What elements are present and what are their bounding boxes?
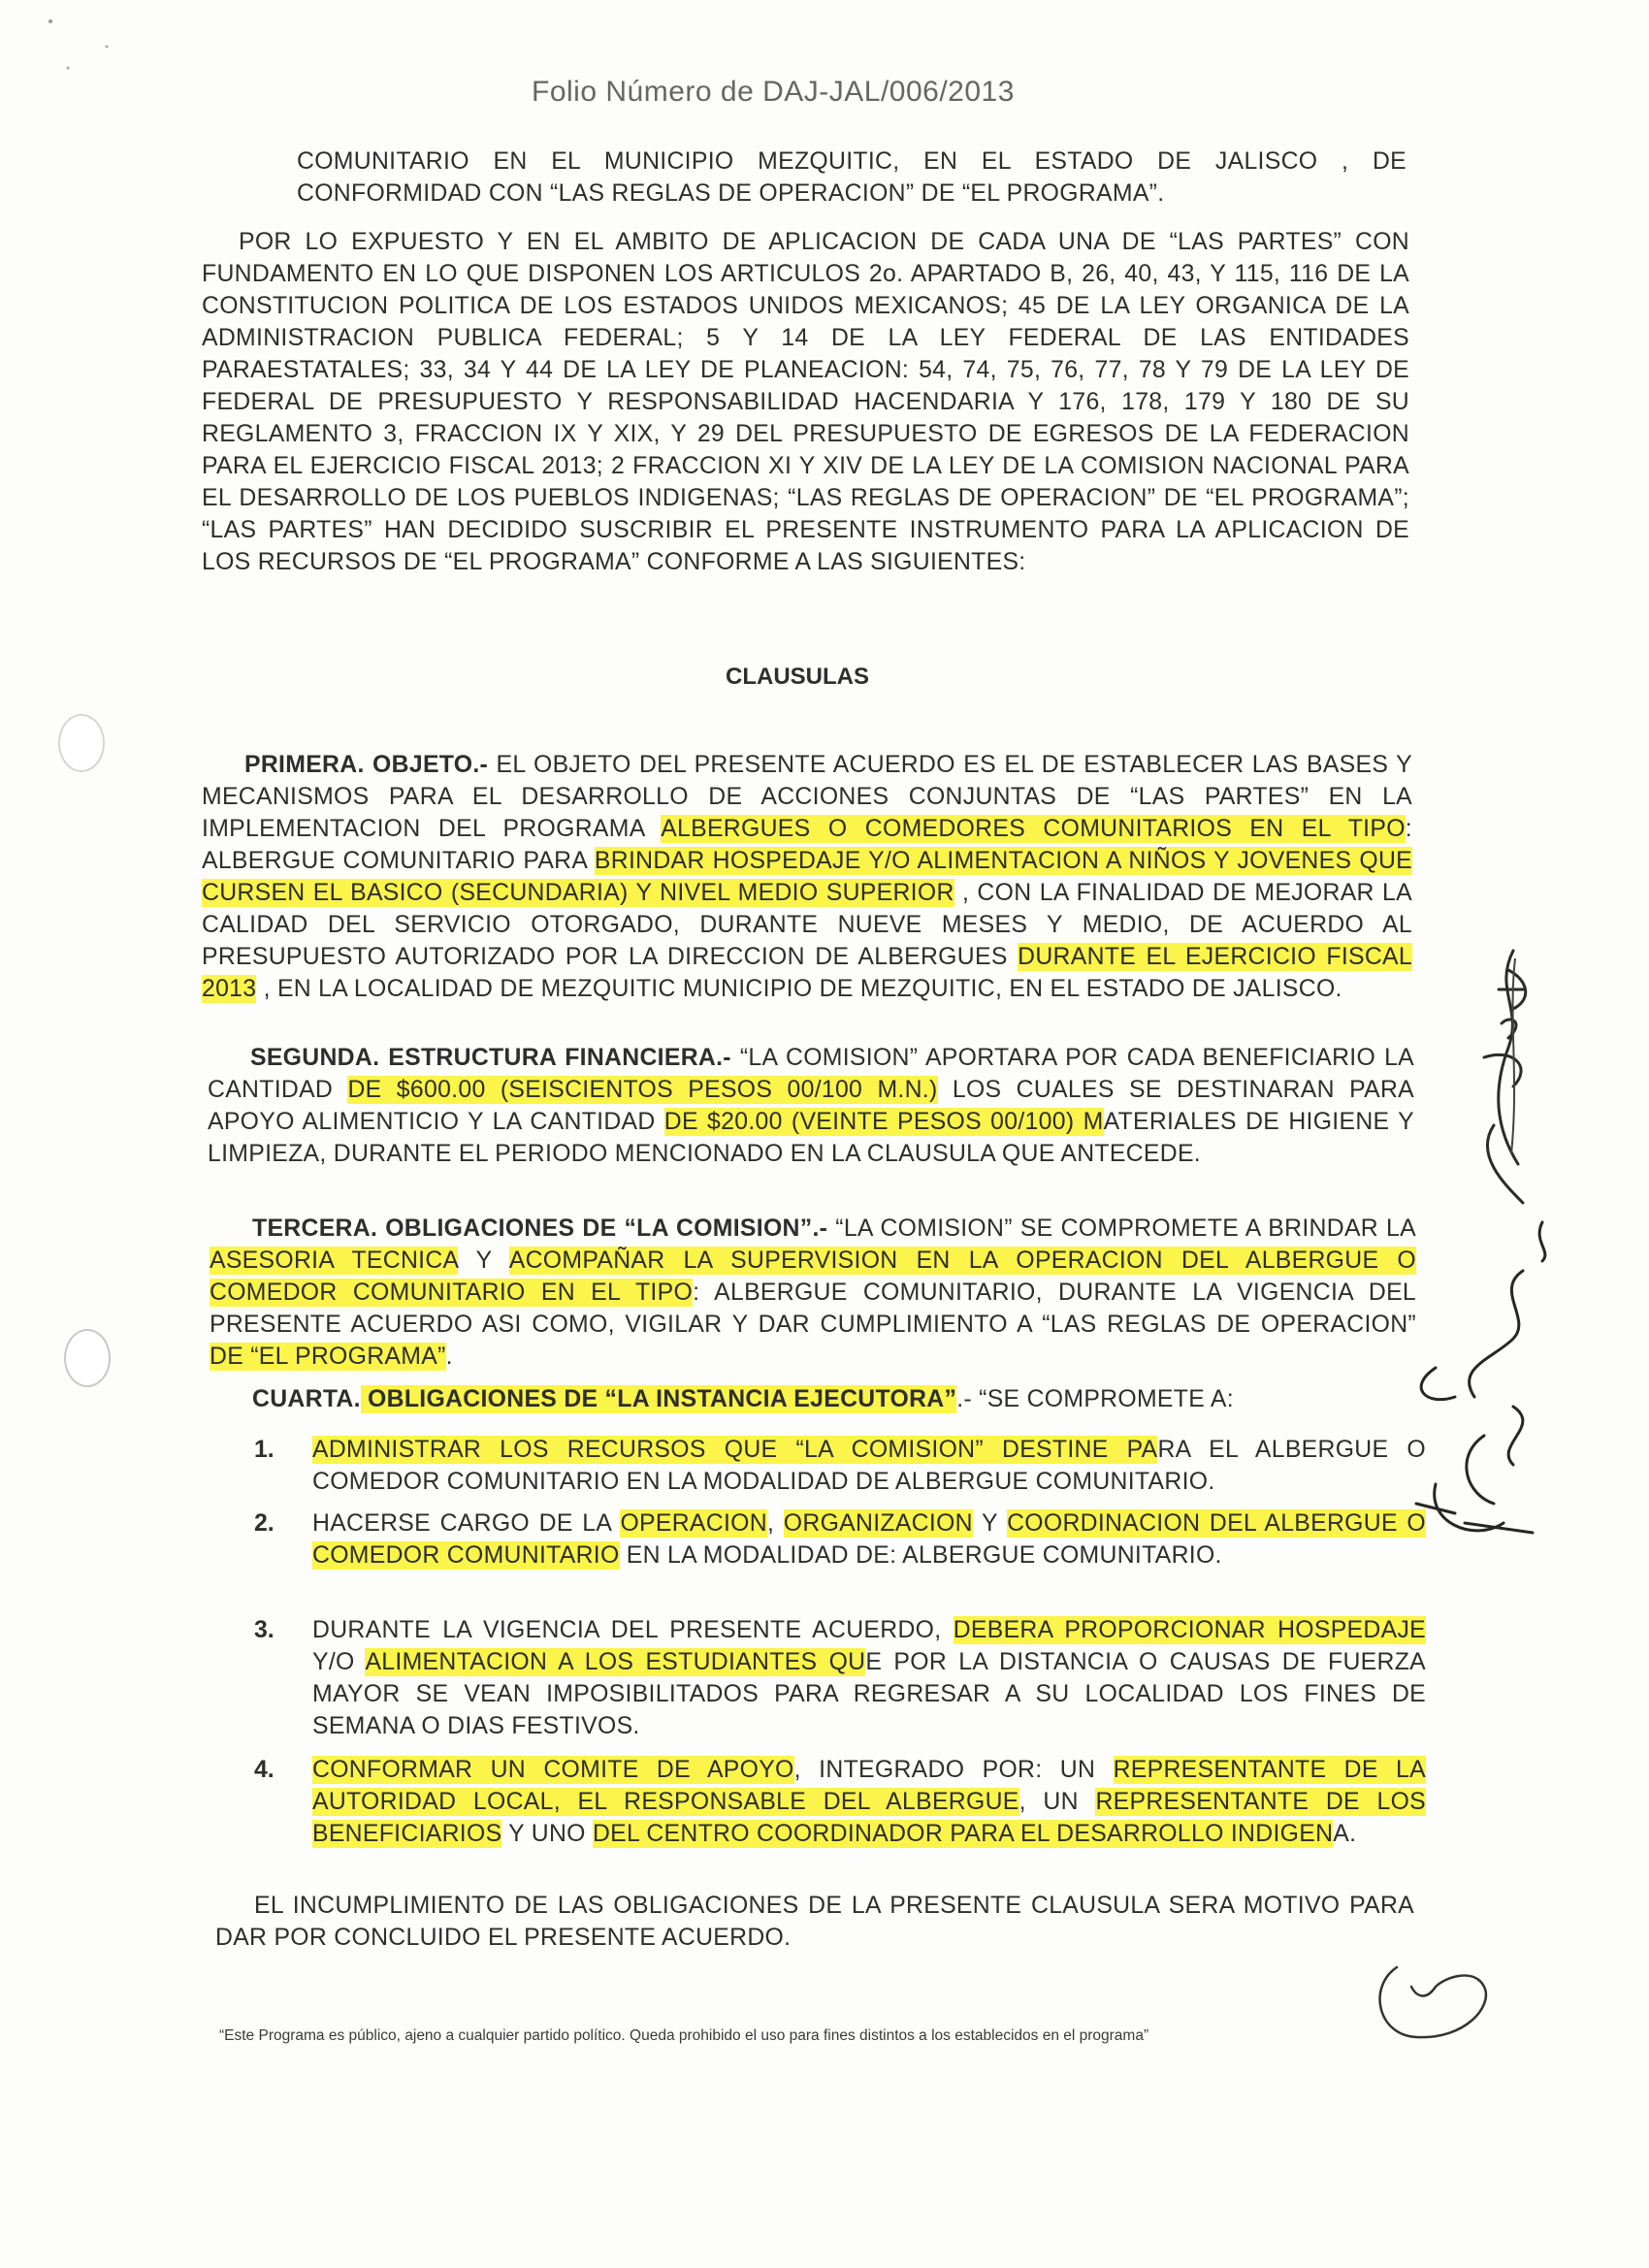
clause-primera: PRIMERA. OBJETO.- EL OBJETO DEL PRESENTE ACUERDO ES EL DE ESTABLECER LAS BASES Y MECANISMOS PARA EL DESARROLLO DE ACCIONES CONJUNTAS DE “LAS PARTES” EN LA IMPLEMENTACION DEL PROGRAMA ALBERGUES O COMEDORES COMUNITARIOS EN EL TIPO: ALBERGUE COMUNITARIO PARA BRINDAR HOSPEDAJE Y/O ALIMENTACION A NIÑOS Y JOVENES QUE CURSEN EL BASICO (SECUNDARIA) Y NIVEL MEDIO SUPERIOR , CON LA FINALIDAD DE MEJORAR LA CALIDAD DEL SERVICIO OTORGADO, DURANTE NUEVE MESES Y MEDIO, DE ACUERDO AL PRESUPUESTO AUTORIZADO POR LA DIRECCION DE ALBERGUES DURANTE EL EJERCICIO FISCAL 2013 , EN LA LOCALIDAD DE MEZQUITIC MUNICIPIO DE MEZQUITIC, EN EL ESTADO DE JALISCO.	[202, 752, 1413, 1002]
highlight: ORGANIZACION	[783, 1510, 973, 1537]
highlight: ADMINISTRAR LOS RECURSOS QUE “LA COMISION” DESTINE PA	[312, 1437, 1158, 1463]
clause-tercera-heading: TERCERA. OBLIGACIONES DE “LA COMISION”.-	[252, 1215, 828, 1242]
clause-cuarta-heading: OBLIGACIONES DE “LA INSTANCIA EJECUTORA”	[360, 1386, 957, 1412]
highlight: DE $20.00 (VEINTE PESOS 00/100) M	[663, 1109, 1104, 1135]
signature-right-top	[1455, 931, 1562, 1222]
clause-segunda: SEGUNDA. ESTRUCTURA FINANCIERA.- “LA COMISION” APORTARA POR CADA BENEFICIARIO LA CANTIDAD DE $600.00 (SEISCIENTOS PESOS 00/100 M.N.) LOS CUALES SE DESTINARAN PARA APOYO ALIMENTICIO Y LA CANTIDAD DE $20.00 (VEINTE PESOS 00/100) MATERIALES DE HIGIENE Y LIMPIEZA, DURANTE EL PERIODO MENCIONADO EN LA CLAUSULA QUE ANTECEDE.	[208, 1045, 1415, 1167]
clause-segunda-heading: SEGUNDA. ESTRUCTURA FINANCIERA.-	[250, 1045, 731, 1071]
folio-number: Folio Número de DAJ-JAL/006/2013	[532, 76, 1015, 108]
list-number: 1.	[254, 1437, 275, 1463]
list-number: 4.	[254, 1757, 275, 1783]
clause-cuarta: CUARTA. OBLIGACIONES DE “LA INSTANCIA EJECUTORA”.- “SE COMPROMETE A:	[252, 1386, 1234, 1412]
highlight: DEBERA PROPORCIONAR HOSPEDAJE	[953, 1617, 1426, 1643]
list-number: 2.	[254, 1510, 275, 1537]
highlight: COORDINACION DEL ALBERGUE O COMEDOR COMUNITARIO	[312, 1510, 1427, 1569]
intro-paragraph: POR LO EXPUESTO Y EN EL AMBITO DE APLICACION DE CADA UNA DE “LAS PARTES” CON FUNDAMENTO EN LO QUE DISPONEN LOS ARTICULOS 2o. APARTADO B, 26, 40, 43, Y 115, 116 DE LA CONSTITUCION POLITICA DE LOS ESTADOS UNIDOS MEXICANOS; 45 DE LA LEY ORGANICA DE LA ADMINISTRACION PUBLICA FEDERAL; 5 Y 14 DE LA LEY FEDERAL DE LAS ENTIDADES PARAESTATALES; 33, 34 Y 44 DE LA LEY DE PLANEACION: 54, 74, 75, 76, 77, 78 Y 79 DE LA LEY DE FEDERAL DE PRESUPUESTO Y RESPONSABILIDAD HACENDARIA Y 176, 178, 179 Y 180 DE SU REGLAMENTO 3, FRACCION IX Y XIX, Y 29 DEL PRESUPUESTO DE EGRESOS DE LA FEDERACION PARA EL EJERCICIO FISCAL 2013; 2 FRACCION XI Y XIV DE LA LEY DE LA COMISION NACIONAL PARA EL DESARROLLO DE LOS PUEBLOS INDIGENAS; “LAS REGLAS DE OPERACION” DE “EL PROGRAMA”; “LAS PARTES” HAN DECIDIDO SUSCRIBIR EL PRESENTE INSTRUMENTO PARA LA APLICACION DE LOS RECURSOS DE “EL PROGRAMA” CONFORME A LAS SIGUIENTES:	[202, 229, 1409, 575]
scan-specks	[0, 0, 194, 97]
section-title: CLAUSULAS	[726, 664, 869, 690]
highlight: BRINDAR HOSPEDAJE Y/O ALIMENTACION A NIÑOS Y JOVENES QUE CURSEN EL BASICO (SECUNDARIA) Y NIVEL MEDIO SUPERIOR	[202, 848, 1413, 906]
highlight: OPERACION	[620, 1510, 767, 1537]
punch-hole-bottom	[64, 1329, 111, 1387]
highlight: CONFORMAR UN COMITE DE APOYO	[312, 1757, 794, 1783]
initials-bottom	[1358, 1948, 1504, 2055]
intro-continuation: COMUNITARIO EN EL MUNICIPIO MEZQUITIC, EN EL ESTADO DE JALISCO , DE CONFORMIDAD CON “LAS REGLAS DE OPERACION” DE “EL PROGRAMA”.	[297, 148, 1406, 207]
highlight: ALIMENTACION A LOS ESTUDIANTES QU	[365, 1649, 866, 1675]
footer-disclaimer: “Este Programa es público, ajeno a cualquier partido político. Queda prohibido el uso para fines distintos a los establecidos en el programa”	[219, 2027, 1149, 2044]
highlight: DE “EL PROGRAMA”	[210, 1344, 446, 1370]
closing-paragraph: EL INCUMPLIMIENTO DE LAS OBLIGACIONES DE LA PRESENTE CLAUSULA SERA MOTIVO PARA DAR POR CONCLUIDO EL PRESENTE ACUERDO.	[215, 1893, 1414, 1951]
clause-tercera: TERCERA. OBLIGACIONES DE “LA COMISION”.- “LA COMISION” SE COMPROMETE A BRINDAR LA ASESORIA TECNICA Y ACOMPAÑAR LA SUPERVISION EN LA OPERACION DEL ALBERGUE O COMEDOR COMUNITARIO EN EL TIPO: ALBERGUE COMUNITARIO, DURANTE LA VIGENCIA DEL PRESENTE ACUERDO ASI COMO, VIGILAR Y DAR CUMPLIMIENTO A “LAS REGLAS DE OPERACION” DE “EL PROGRAMA”.	[210, 1215, 1416, 1370]
highlight: DEL CENTRO COORDINADOR PARA EL DESARROLLO INDIGEN	[592, 1821, 1334, 1847]
highlight: ALBERGUES O COMEDORES COMUNITARIOS EN EL TIPO	[661, 816, 1406, 842]
highlight: DURANTE EL EJERCICIO FISCAL 2013	[202, 944, 1412, 1002]
highlight: ASESORIA TECNICA	[210, 1247, 459, 1274]
signature-right-bottom	[1397, 1213, 1571, 1571]
highlight: REPRESENTANTE DE LOS BENEFICIARIOS	[312, 1789, 1426, 1847]
highlight: ACOMPAÑAR LA SUPERVISION EN LA OPERACION DEL ALBERGUE O COMEDOR COMUNITARIO EN EL TIPO	[210, 1247, 1416, 1306]
highlight: REPRESENTANTE DE LA AUTORIDAD LOCAL, EL RESPONSABLE DEL ALBERGUE	[312, 1757, 1426, 1815]
clause-primera-heading: PRIMERA. OBJETO.-	[244, 752, 489, 778]
document-page: Folio Número de DAJ-JAL/006/2013 COMUNITARIO EN EL MUNICIPIO MEZQUITIC, EN EL ESTADO DE JALISCO , DE CONFORMIDAD CON “LAS REGLAS DE OPERACION” DE “EL PROGRAMA”. POR LO EXPUESTO Y EN EL AMBITO DE APLICACION DE CADA UNA DE “LAS PARTES” CON FUNDAMENTO EN LO QUE DISPONEN LOS ARTICULOS 2o. APARTADO B, 26, 40, 43, Y 115, 116 DE LA CONSTITUCION POLITICA DE LOS ESTADOS UNIDOS MEXICANOS; 45 DE LA LEY ORGANICA DE LA ADMINISTRACION PUBLICA FEDERAL; 5 Y 14 DE LA LEY FEDERAL DE LAS ENTIDADES PARAESTATALES; 33, 34 Y 44 DE LA LEY DE PLANEACION: 54, 74, 75, 76, 77, 78 Y 79 DE LA LEY DE FEDERAL DE PRESUPUESTO Y RESPONSABILIDAD HACENDARIA Y 176, 178, 179 Y 180 DE SU REGLAMENTO 3, FRACCION IX Y XIX, Y 29 DEL PRESUPUESTO DE EGRESOS DE LA FEDERACION PARA EL EJERCICIO FISCAL 2013; 2 FRACCION XI Y XIV DE LA LEY DE LA COMISION NACIONAL PARA EL DESARROLLO DE LOS PUEBLOS INDIGENAS; “LAS REGLAS DE OPERACION” DE “EL PROGRAMA”; “LAS PARTES” HAN DECIDIDO SUSCRIBIR EL PRESENTE INSTRUMENTO PARA LA APLICACION DE LOS RECURSOS DE “EL PROGRAMA” CONFORME A LAS SIGUIENTES: CLAUSULAS PRIMERA. OBJETO.- EL OBJETO DEL PRESENTE ACUERDO ES EL DE ESTABLECER LAS BASES Y MECANISMOS PARA EL DESARROLLO DE ACCIONES CONJUNTAS DE “LAS PARTES” EN LA IMPLEMENTACION DEL PROGRAMA ALBERGUES O COMEDORES COMUNITARIOS EN EL TIPO: ALBERGUE COMUNITARIO PARA BRINDAR HOSPEDAJE Y/O ALIMENTACION A NIÑOS Y JOVENES QUE CURSEN EL BASICO (SECUNDARIA) Y NIVEL MEDIO SUPERIOR , CON LA FINALIDAD DE MEJORAR LA CALIDAD DEL SERVICIO OTORGADO, DURANTE NUEVE MESES Y MEDIO, DE ACUERDO AL PRESUPUESTO AUTORIZADO POR LA DIRECCION DE ALBERGUES DURANTE EL EJERCICIO FISCAL 2013 , EN LA LOCALIDAD DE MEZQUITIC MUNICIPIO DE MEZQUITIC, EN EL ESTADO DE JALISCO. SEGUNDA. ESTRUCTURA FINANCIERA.- “LA COMISION” APORTARA POR CADA BENEFICIARIO LA CANTIDAD DE $600.00 (SEISCIENTOS PESOS 00/100 M.N.) LOS CUALES SE DESTINARAN PARA APOYO ALIMENTICIO Y LA CANTIDAD DE $20.00 (VEINTE PESOS 00/100) MATERIALES DE HIGIENE Y LIMPIEZA, DURANTE EL PERIODO MENCIONADO EN LA CLAUSULA QUE ANTECEDE. TERCERA. OBLIGACIONES DE “LA COMISION”.- “LA COMISION” SE COMPROMETE A BRINDAR LA ASESORIA TECNICA Y ACOMPAÑAR LA SUPERVISION EN LA OPERACION DEL ALBERGUE O COMEDOR COMUNITARIO EN EL TIPO: ALBERGUE COMUNITARIO, DURANTE LA VIGENCIA DEL PRESENTE ACUERDO ASI COMO, VIGILAR Y DAR CUMPLIMIENTO A “LAS REGLAS DE OPERACION” DE “EL PROGRAMA”. CUARTA. OBLIGACIONES DE “LA INSTANCIA EJECUTORA”.- “SE COMPROMETE A: 1. ADMINISTRAR LOS RECURSOS QUE “LA COMISION” DESTINE PARA EL ALBERGUE O COMEDOR COMUNITARIO EN LA MODALIDAD DE ALBERGUE COMUNITARIO. 2. HACERSE CARGO DE LA OPERACION, ORGANIZACION Y COORDINACION DEL ALBERGUE O COMEDOR COMUNITARIO EN LA MODALIDAD DE: ALBERGUE COMUNITARIO. 3. DURANTE LA VIGENCIA DEL PRESENTE ACUERDO, DEBERA PROPORCIONAR HOSPEDAJE Y/O ALIMENTACION A LOS ESTUDIANTES QUE POR LA DISTANCIA O CAUSAS DE FUERZA MAYOR SE VEAN IMPOSIBILITADOS PARA REGRESAR A SU LOCALIDAD LOS FINES DE SEMANA O DIAS FESTIVOS. 4. CONFORMAR UN COMITE DE APOYO, INTEGRADO POR: UN REPRESENTANTE DE LA AUTORIDAD LOCAL, EL RESPONSABLE DEL ALBERGUE, UN REPRESENTANTE DE LOS BENEFICIARIOS Y UNO DEL CENTRO COORDINADOR PARA EL DESARROLLO INDIGENA. EL INCUMPLIMIENTO DE LAS OBLIGACIONES DE LA PRESENTE CLAUSULA SERA MOTIVO PARA DAR POR CONCLUIDO EL PRESENTE ACUERDO. “Este Programa es público, ajeno a cualquier partido político. Queda prohibido el uso para fines distintos a los establecidos en el programa”	[0, 0, 1649, 2268]
punch-hole-top	[58, 714, 105, 772]
highlight: DE $600.00 (SEISCIENTOS PESOS 00/100 M.N.)	[347, 1077, 938, 1103]
list-number: 3.	[254, 1617, 275, 1643]
